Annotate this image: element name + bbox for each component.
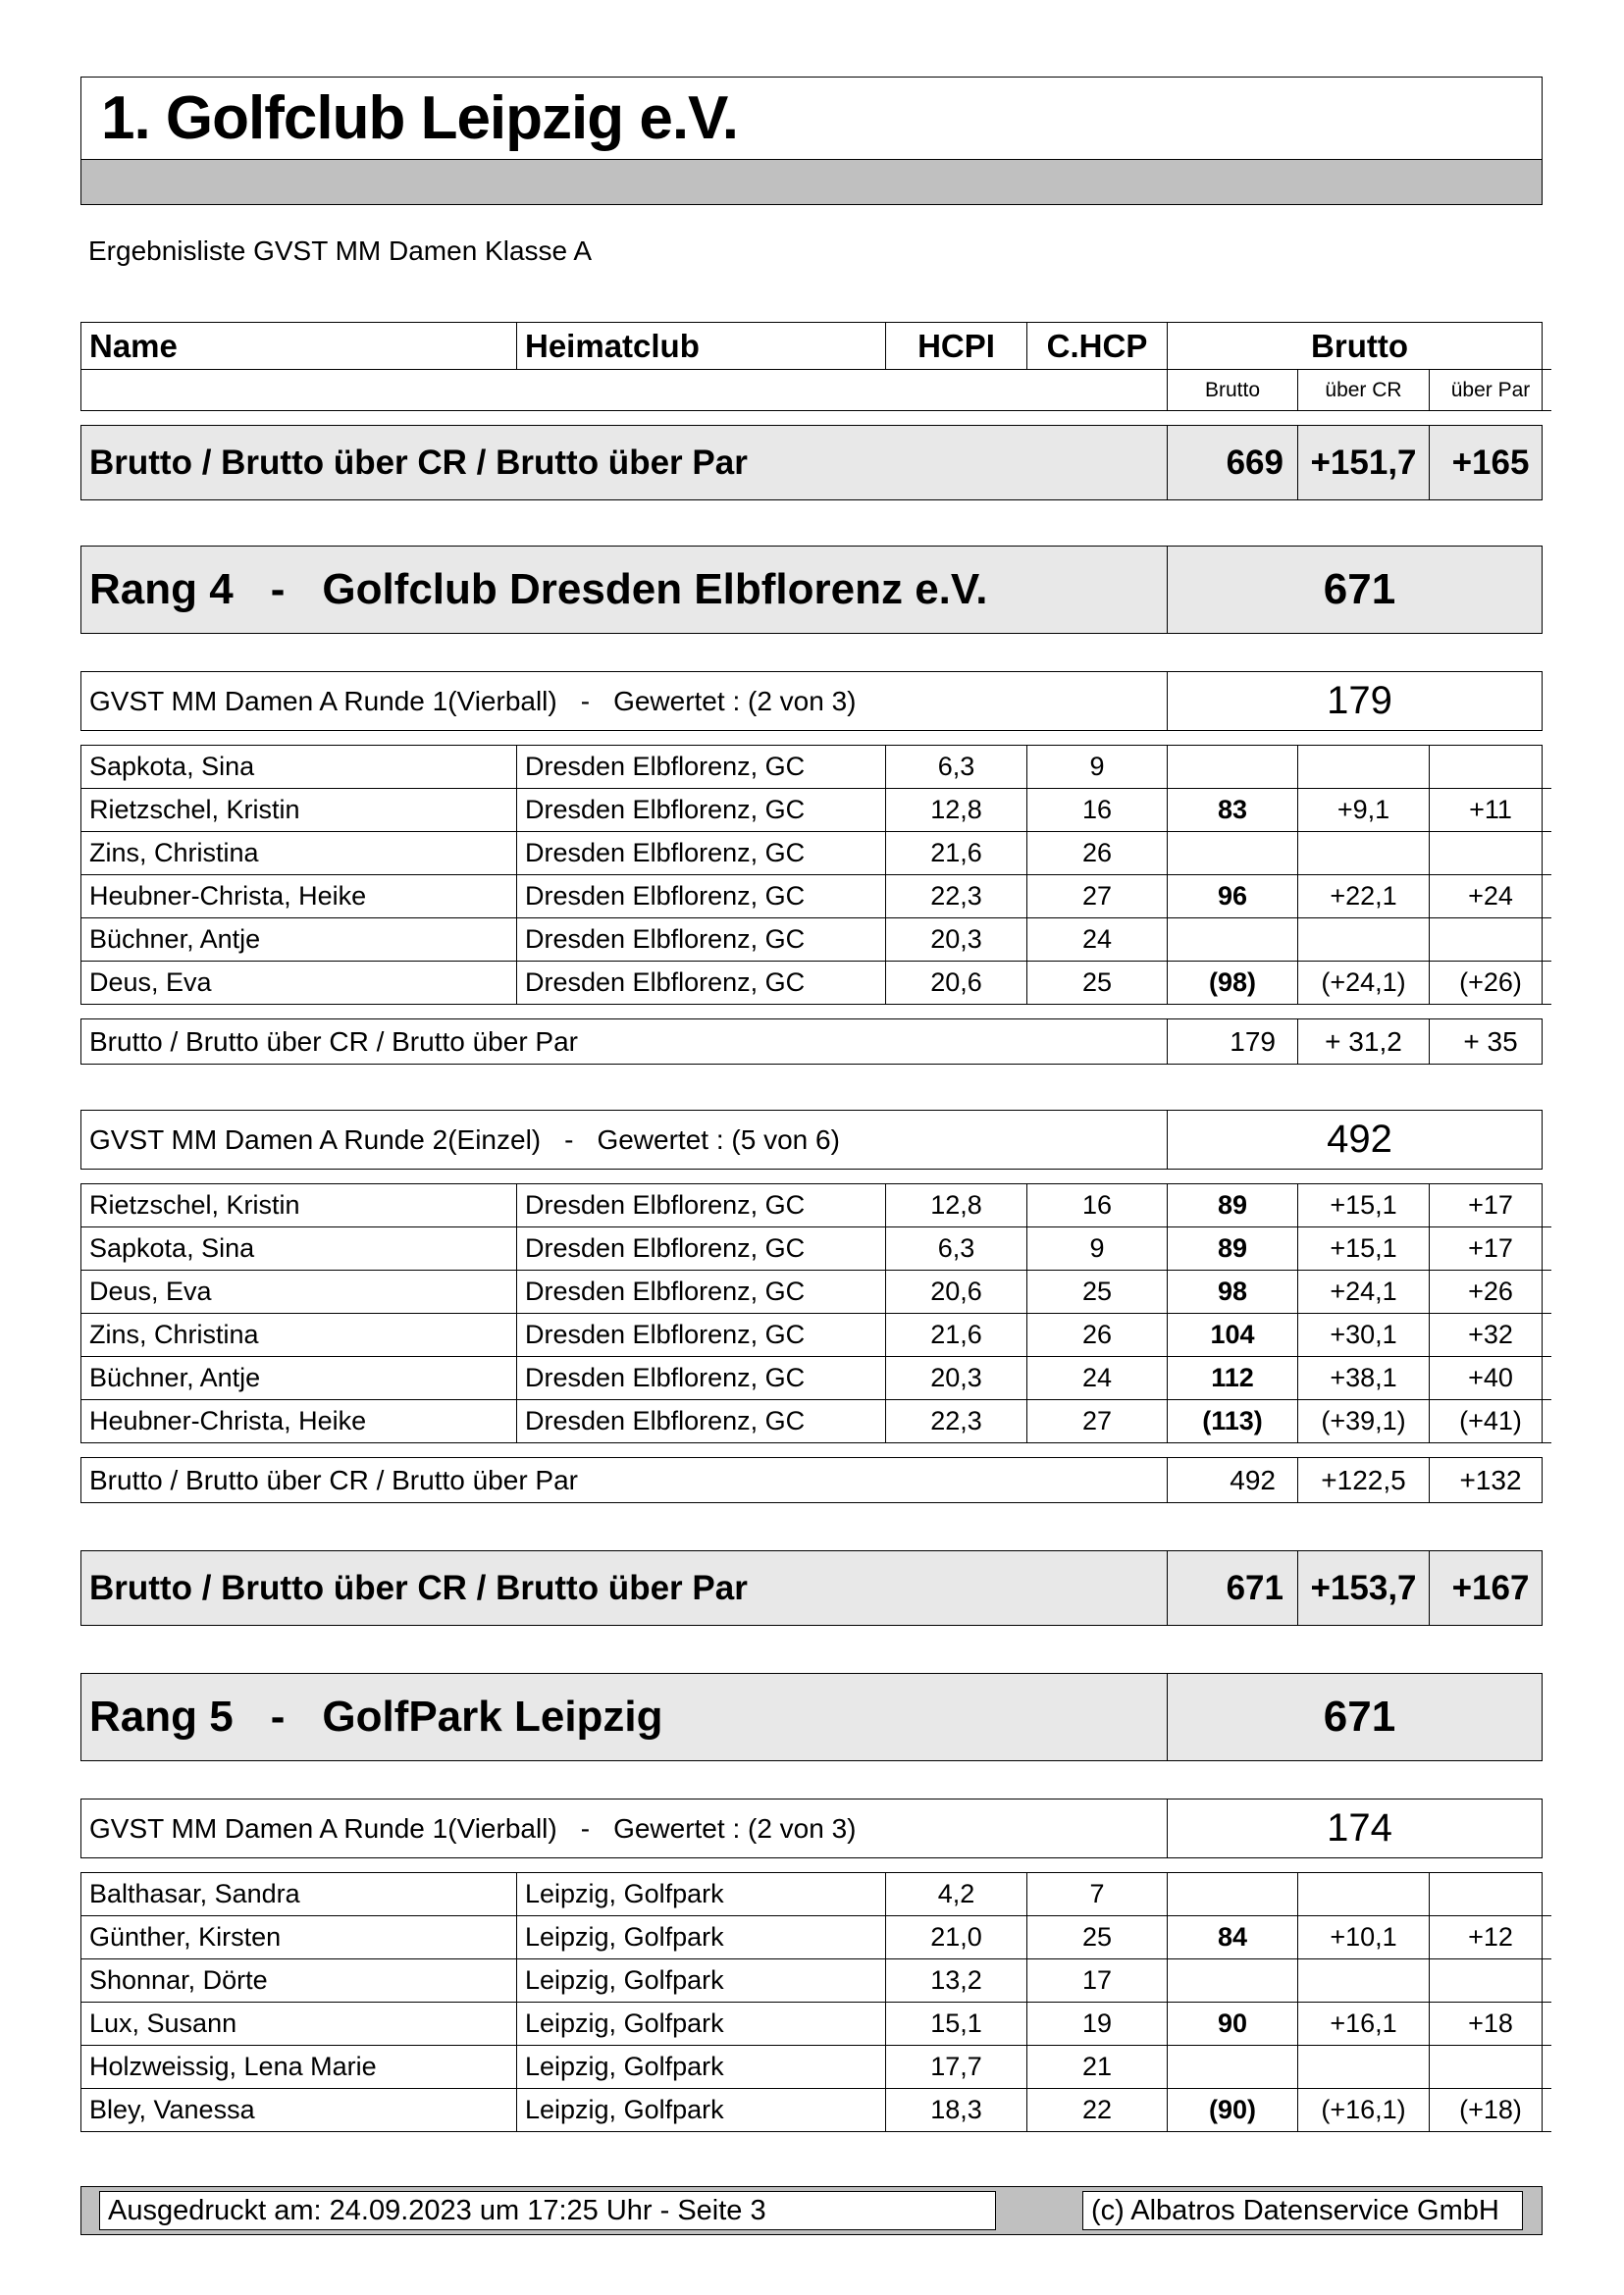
round-separator: - xyxy=(580,685,591,716)
player-hcpi: 20,3 xyxy=(886,1357,1027,1400)
round-name: GVST MM Damen A Runde 1(Vierball) xyxy=(89,1812,557,1844)
player-brutto: (98) xyxy=(1168,962,1298,1005)
list-subtitle: Ergebnisliste GVST MM Damen Klasse A xyxy=(88,235,593,266)
player-hcpi: 20,3 xyxy=(886,918,1027,962)
player-name: Büchner, Antje xyxy=(81,918,517,962)
player-club: Dresden Elbflorenz, GC xyxy=(517,746,886,789)
player-brutto xyxy=(1168,746,1298,789)
player-brutto: 90 xyxy=(1168,2003,1298,2046)
rank-4-round-1-sum xyxy=(80,1018,1543,1065)
player-chcp: 9 xyxy=(1027,746,1168,789)
player-hcpi: 21,0 xyxy=(886,1916,1027,1959)
rank-4-club: Golfclub Dresden Elbflorenz e.V. xyxy=(322,565,988,613)
player-chcp: 24 xyxy=(1027,918,1168,962)
player-hcpi: 21,6 xyxy=(886,832,1027,875)
rank-4-title xyxy=(81,547,1168,633)
round-separator: - xyxy=(564,1123,574,1155)
footer-copyright: (c) Albatros Datenservice GmbH xyxy=(1082,2191,1523,2230)
player-club: Leipzig, Golfpark xyxy=(517,1873,886,1916)
player-name: Balthasar, Sandra xyxy=(81,1873,517,1916)
player-name: Bley, Vanessa xyxy=(81,2089,517,2132)
player-chcp: 19 xyxy=(1027,2003,1168,2046)
player-par xyxy=(1430,918,1551,962)
player-hcpi: 4,2 xyxy=(886,1873,1027,1916)
col-sub-cr: über CR xyxy=(1298,370,1430,411)
player-cr: (+16,1) xyxy=(1298,2089,1430,2132)
player-club: Leipzig, Golfpark xyxy=(517,2003,886,2046)
round-sum-par: + 35 xyxy=(1463,1025,1518,1057)
round-title xyxy=(81,1799,1168,1857)
player-brutto: 96 xyxy=(1168,875,1298,918)
round-sum-brutto: 179 xyxy=(1168,1019,1298,1064)
header-bar xyxy=(80,160,1543,205)
player-hcpi: 17,7 xyxy=(886,2046,1027,2089)
player-hcpi: 20,6 xyxy=(886,962,1027,1005)
round-sum-label: Brutto / Brutto über CR / Brutto über Par xyxy=(81,1019,1168,1064)
player-name: Günther, Kirsten xyxy=(81,1916,517,1959)
round-name: GVST MM Damen A Runde 1(Vierball) xyxy=(89,685,557,716)
player-chcp: 27 xyxy=(1027,875,1168,918)
player-hcpi: 22,3 xyxy=(886,875,1027,918)
player-club: Dresden Elbflorenz, GC xyxy=(517,962,886,1005)
player-club: Dresden Elbflorenz, GC xyxy=(517,1184,886,1227)
player-chcp: 16 xyxy=(1027,789,1168,832)
player-cr xyxy=(1298,832,1430,875)
club-header xyxy=(80,77,1543,160)
rank-5-round-1-table xyxy=(80,1872,1543,2132)
player-brutto: 84 xyxy=(1168,1916,1298,1959)
summary-label: Brutto / Brutto über CR / Brutto über Par xyxy=(81,1551,1168,1625)
sub-header-blank xyxy=(81,370,1168,411)
player-club: Leipzig, Golfpark xyxy=(517,1916,886,1959)
player-brutto: 104 xyxy=(1168,1314,1298,1357)
column-header-table xyxy=(80,322,1543,411)
player-cr xyxy=(1298,1873,1430,1916)
rank-5-header xyxy=(80,1673,1543,1761)
player-name: Deus, Eva xyxy=(81,1271,517,1314)
player-par xyxy=(1430,746,1551,789)
round-title xyxy=(81,672,1168,730)
player-hcpi: 20,6 xyxy=(886,1271,1027,1314)
player-par xyxy=(1430,832,1551,875)
player-brutto xyxy=(1168,832,1298,875)
rank-4-round-2-sum xyxy=(80,1457,1543,1503)
rank-5-label: Rang 5 xyxy=(89,1693,234,1741)
player-par: (+41) xyxy=(1430,1400,1551,1443)
player-cr: +9,1 xyxy=(1298,789,1430,832)
rank-4-total: 671 xyxy=(1323,565,1396,613)
rank-5-club: GolfPark Leipzig xyxy=(322,1693,663,1741)
rank-4-round-2-header xyxy=(80,1110,1543,1170)
player-cr: +10,1 xyxy=(1298,1916,1430,1959)
rank-5-title xyxy=(81,1674,1168,1760)
player-chcp: 25 xyxy=(1027,1916,1168,1959)
player-hcpi: 6,3 xyxy=(886,746,1027,789)
player-chcp: 16 xyxy=(1027,1184,1168,1227)
player-brutto: 89 xyxy=(1168,1227,1298,1271)
player-cr: +22,1 xyxy=(1298,875,1430,918)
player-chcp: 22 xyxy=(1027,2089,1168,2132)
player-hcpi: 21,6 xyxy=(886,1314,1027,1357)
player-par: +40 xyxy=(1430,1357,1551,1400)
round-separator: - xyxy=(580,1812,591,1844)
player-par: +18 xyxy=(1430,2003,1551,2046)
round-sum-par: +132 xyxy=(1459,1464,1522,1495)
player-cr xyxy=(1298,918,1430,962)
rank-4-round-2-table xyxy=(80,1183,1543,1443)
rank-4-round-1-header xyxy=(80,671,1543,731)
player-name: Heubner-Christa, Heike xyxy=(81,875,517,918)
round-sum-cr: +122,5 xyxy=(1298,1458,1430,1502)
player-par: +17 xyxy=(1430,1184,1551,1227)
player-brutto: 83 xyxy=(1168,789,1298,832)
player-club: Dresden Elbflorenz, GC xyxy=(517,1357,886,1400)
previous-team-summary xyxy=(80,425,1543,500)
player-club: Dresden Elbflorenz, GC xyxy=(517,789,886,832)
summary-cr: +151,7 xyxy=(1298,426,1430,499)
player-brutto: 112 xyxy=(1168,1357,1298,1400)
player-name: Zins, Christina xyxy=(81,1314,517,1357)
player-club: Dresden Elbflorenz, GC xyxy=(517,1314,886,1357)
player-par: (+18) xyxy=(1430,2089,1551,2132)
player-hcpi: 6,3 xyxy=(886,1227,1027,1271)
player-cr: +30,1 xyxy=(1298,1314,1430,1357)
rank-4-summary xyxy=(80,1550,1543,1626)
player-name: Heubner-Christa, Heike xyxy=(81,1400,517,1443)
player-hcpi: 12,8 xyxy=(886,1184,1027,1227)
player-cr: (+39,1) xyxy=(1298,1400,1430,1443)
player-hcpi: 18,3 xyxy=(886,2089,1027,2132)
player-brutto: 89 xyxy=(1168,1184,1298,1227)
player-name: Shonnar, Dörte xyxy=(81,1959,517,2003)
round-total: 179 xyxy=(1327,679,1392,722)
player-cr xyxy=(1298,746,1430,789)
player-brutto: (90) xyxy=(1168,2089,1298,2132)
player-brutto xyxy=(1168,1873,1298,1916)
col-brutto: Brutto xyxy=(1168,323,1551,370)
rank-4-label: Rang 4 xyxy=(89,565,234,613)
col-chcp: C.HCP xyxy=(1027,323,1168,370)
player-brutto: (113) xyxy=(1168,1400,1298,1443)
col-hcpi: HCPI xyxy=(886,323,1027,370)
player-chcp: 7 xyxy=(1027,1873,1168,1916)
summary-par: +167 xyxy=(1451,1568,1530,1607)
summary-par: +165 xyxy=(1451,443,1530,482)
player-hcpi: 22,3 xyxy=(886,1400,1027,1443)
summary-cr: +153,7 xyxy=(1298,1551,1430,1625)
player-brutto xyxy=(1168,1959,1298,2003)
player-chcp: 21 xyxy=(1027,2046,1168,2089)
col-heimatclub: Heimatclub xyxy=(517,323,886,370)
player-chcp: 9 xyxy=(1027,1227,1168,1271)
player-name: Rietzschel, Kristin xyxy=(81,789,517,832)
player-chcp: 24 xyxy=(1027,1357,1168,1400)
player-chcp: 25 xyxy=(1027,962,1168,1005)
player-par xyxy=(1430,2046,1551,2089)
player-club: Dresden Elbflorenz, GC xyxy=(517,1227,886,1271)
player-hcpi: 15,1 xyxy=(886,2003,1027,2046)
round-total: 174 xyxy=(1327,1806,1392,1850)
round-sum-cr: + 31,2 xyxy=(1298,1019,1430,1064)
round-gewertet: Gewertet : (5 von 6) xyxy=(597,1123,840,1155)
player-club: Leipzig, Golfpark xyxy=(517,2089,886,2132)
player-hcpi: 13,2 xyxy=(886,1959,1027,2003)
round-name: GVST MM Damen A Runde 2(Einzel) xyxy=(89,1123,542,1155)
player-brutto xyxy=(1168,2046,1298,2089)
player-chcp: 26 xyxy=(1027,1314,1168,1357)
player-cr xyxy=(1298,2046,1430,2089)
player-chcp: 25 xyxy=(1027,1271,1168,1314)
col-sub-brutto: Brutto xyxy=(1168,370,1298,411)
rank-5-round-1-header xyxy=(80,1799,1543,1858)
player-par: (+26) xyxy=(1430,962,1551,1005)
player-club: Dresden Elbflorenz, GC xyxy=(517,1271,886,1314)
player-par xyxy=(1430,1959,1551,2003)
player-name: Deus, Eva xyxy=(81,962,517,1005)
player-club: Dresden Elbflorenz, GC xyxy=(517,1400,886,1443)
player-club: Dresden Elbflorenz, GC xyxy=(517,875,886,918)
round-title xyxy=(81,1111,1168,1169)
player-par: +26 xyxy=(1430,1271,1551,1314)
col-name: Name xyxy=(81,323,517,370)
player-cr: +15,1 xyxy=(1298,1227,1430,1271)
player-cr: +15,1 xyxy=(1298,1184,1430,1227)
player-brutto xyxy=(1168,918,1298,962)
player-name: Sapkota, Sina xyxy=(81,1227,517,1271)
player-par: +17 xyxy=(1430,1227,1551,1271)
player-name: Holzweissig, Lena Marie xyxy=(81,2046,517,2089)
rank-4-separator: - xyxy=(270,565,286,613)
round-total: 492 xyxy=(1327,1118,1392,1161)
player-chcp: 17 xyxy=(1027,1959,1168,2003)
round-sum-brutto: 492 xyxy=(1168,1458,1298,1502)
player-name: Büchner, Antje xyxy=(81,1357,517,1400)
col-sub-par: über Par xyxy=(1430,370,1551,411)
page-footer xyxy=(80,2186,1543,2235)
player-cr: (+24,1) xyxy=(1298,962,1430,1005)
round-gewertet: Gewertet : (2 von 3) xyxy=(613,1812,857,1844)
player-cr: +24,1 xyxy=(1298,1271,1430,1314)
player-name: Zins, Christina xyxy=(81,832,517,875)
player-club: Dresden Elbflorenz, GC xyxy=(517,918,886,962)
player-cr: +16,1 xyxy=(1298,2003,1430,2046)
club-title: 1. Golfclub Leipzig e.V. xyxy=(101,84,738,152)
player-name: Lux, Susann xyxy=(81,2003,517,2046)
player-name: Sapkota, Sina xyxy=(81,746,517,789)
round-gewertet: Gewertet : (2 von 3) xyxy=(613,685,857,716)
player-par xyxy=(1430,1873,1551,1916)
player-par: +12 xyxy=(1430,1916,1551,1959)
round-sum-label: Brutto / Brutto über CR / Brutto über Par xyxy=(81,1458,1168,1502)
footer-printed-date: Ausgedruckt am: 24.09.2023 um 17:25 Uhr - Seite 3 xyxy=(99,2191,996,2230)
player-par: +24 xyxy=(1430,875,1551,918)
rank-4-header xyxy=(80,546,1543,634)
player-club: Leipzig, Golfpark xyxy=(517,2046,886,2089)
player-chcp: 27 xyxy=(1027,1400,1168,1443)
rank-5-separator: - xyxy=(270,1693,286,1741)
player-name: Rietzschel, Kristin xyxy=(81,1184,517,1227)
player-brutto: 98 xyxy=(1168,1271,1298,1314)
summary-label: Brutto / Brutto über CR / Brutto über Par xyxy=(81,426,1168,499)
player-club: Dresden Elbflorenz, GC xyxy=(517,832,886,875)
player-hcpi: 12,8 xyxy=(886,789,1027,832)
player-chcp: 26 xyxy=(1027,832,1168,875)
player-par: +32 xyxy=(1430,1314,1551,1357)
rank-5-total: 671 xyxy=(1323,1693,1396,1741)
player-club: Leipzig, Golfpark xyxy=(517,1959,886,2003)
player-cr xyxy=(1298,1959,1430,2003)
player-cr: +38,1 xyxy=(1298,1357,1430,1400)
player-par: +11 xyxy=(1430,789,1551,832)
summary-brutto: 671 xyxy=(1168,1551,1298,1625)
summary-brutto: 669 xyxy=(1168,426,1298,499)
rank-4-round-1-table xyxy=(80,745,1543,1005)
